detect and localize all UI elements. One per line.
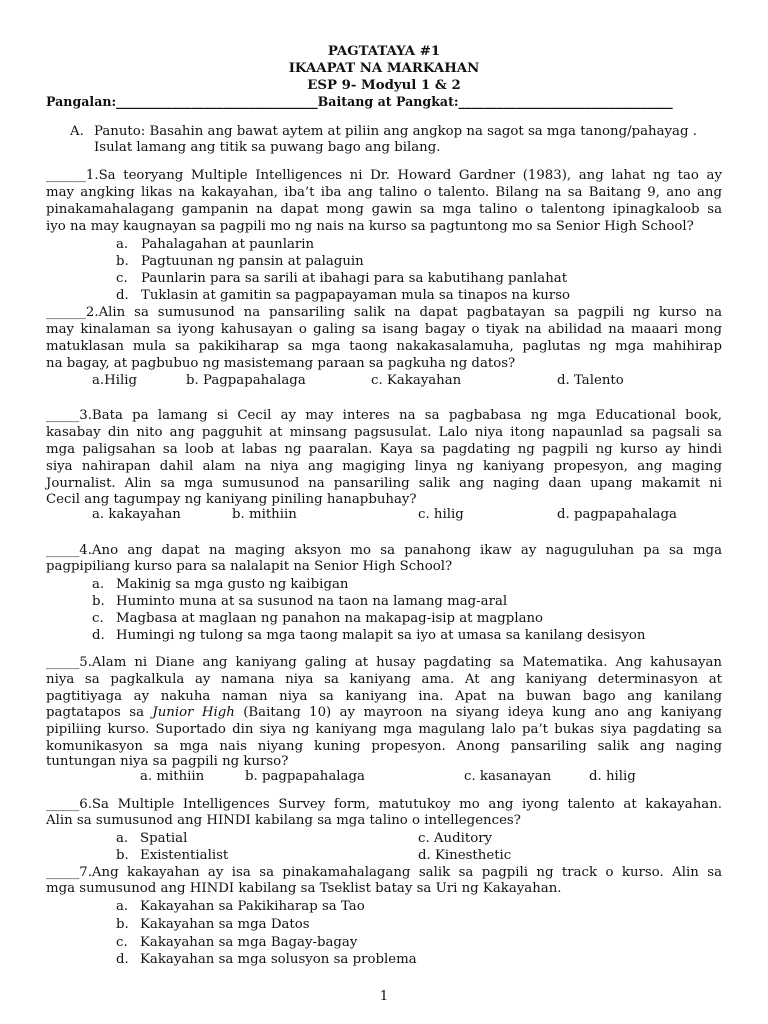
q4-choice-b: Huminto muna at sa susunod na taon na lamang mag-aral (116, 594, 508, 609)
q6-choice-d-letter: d. (418, 848, 431, 863)
q6-line-2: Alin sa sumusunod ang HINDI kabilang sa mga talino o intellegences? (46, 813, 521, 828)
q4-line-2: pagpipiliang kurso para sa nalalapit na Senior High School? (46, 559, 453, 574)
q1-line-3: pinakamahalagang gampanin na dapat mong gawin sa mga talino o talentong ipinagkaloob sa (46, 202, 722, 217)
name-section-field: Pangalan:________________________________Baitang at Pangkat:__________________________________ (46, 94, 673, 109)
q7-choice-c-letter: c. (116, 935, 128, 950)
q7-choice-d: Kakayahan sa mga solusyon sa problema (140, 952, 417, 967)
q1-line-4: iyo na may kaugnayan sa pagpili mo ng nais na kurso sa pagtuntong mo sa Senior High School? (46, 219, 694, 234)
q5-line-1: _____5.Alam ni Diane ang kaniyang galing at husay pagdating sa Matematika. Ang kahusayan (46, 655, 722, 670)
q5-line-4 (46, 704, 722, 721)
q1-line-1: ______1.Sa teoryang Multiple Intelligences ni Dr. Howard Gardner (1983), ang lahat ng tao ay (46, 168, 722, 183)
q4-choice-a: Makinig sa mga gusto ng kaibigan (116, 577, 349, 592)
q1-choice-b: Pagtuunan ng pansin at palaguin (141, 254, 364, 269)
quarter-title: IKAAPAT NA MARKAHAN (288, 61, 480, 76)
q3-choice-b: b. mithiin (232, 507, 297, 522)
q6-choice-c-text: Auditory (433, 831, 493, 846)
q5-line-6: komunikasyon sa mga nais niyang kuning propesyon. Anong pansariling salik ang naging (46, 739, 722, 754)
instructions-letter: A. (70, 124, 84, 139)
q7-line-2: mga sumusunod ang HINDI kabilang sa Tseklist batay sa Uri ng Kakayahan. (46, 881, 562, 896)
q3-line-1: _____3.Bata pa lamang si Cecil ay may interes na sa pagbabasa ng mga Educational book, (46, 408, 722, 423)
q5-choice-a: a. mithiin (140, 769, 205, 784)
q5-line-2: niya sa pagkalkula ay namana niya sa kaniyang ama. At ang kaniyang determinasyon at (46, 672, 722, 687)
q3-line-5: Journalist. Alin sa mga sumusunod na pansariling salik ang naging daan upang makamit ni (46, 476, 722, 491)
q5-junior-high-term: Junior High (152, 705, 235, 720)
q6-choice-b: Existentialist (140, 848, 229, 863)
q4-choice-b-letter: b. (92, 594, 105, 609)
q7-choice-a-letter: a. (116, 899, 129, 914)
q7-choice-b-letter: b. (116, 917, 129, 932)
q2-line-2: may kinalaman sa iyong kahusayan o galing sa isang bagay o tiyak na abilidad na maaari mong (46, 322, 722, 337)
q4-choice-d: Humingi ng tulong sa mga taong malapit sa iyo at umasa sa kanilang desisyon (116, 628, 646, 643)
q5-choice-b: b. pagpapahalaga (245, 769, 365, 784)
q1-choice-a-letter: a. (116, 237, 129, 252)
q2-choice-b: b. Pagpapahalaga (186, 373, 306, 388)
instructions-line-2: Isulat lamang ang titik sa puwang bago ang bilang. (94, 140, 441, 155)
q4-line-1: _____4.Ano ang dapat na maging aksyon mo sa panahong ikaw ay naguguluhan pa sa mga (46, 543, 722, 558)
q4-choice-c-letter: c. (92, 611, 104, 626)
q3-line-4: siya nahirapan dahil alam na niya ang magiging linya ng kaniyang propesyon, ang maging (46, 459, 722, 474)
q5-line-3: pagtitiyaga ay nakuha naman niya sa kaniyang ina. Apat na buwan bago ang kanilang (46, 689, 722, 704)
q6-choice-c-letter: c. (418, 831, 430, 846)
q4-choice-a-letter: a. (92, 577, 105, 592)
q1-choice-d: Tuklasin at gamitin sa pagpapayaman mula sa tinapos na kurso (141, 288, 571, 303)
q5-line-5: pipiliing kurso. Suportado din siya ng kaniyang mga magulang lalo pa’t bukas siya pagdating sa (46, 722, 722, 737)
q1-line-2: may angking likas na kakayahan, iba’t iba ang talino o talento. Bilang na sa Baitang 9, ano ang (46, 185, 722, 200)
page-number: 1 (379, 989, 389, 1004)
q5-line-7: tuntungan niya sa pagpili ng kurso? (46, 754, 289, 769)
q1-choice-b-letter: b. (116, 254, 129, 269)
q6-choice-a-letter: a. (116, 831, 129, 846)
q1-choice-d-letter: d. (116, 288, 129, 303)
q2-choice-c: c. Kakayahan (371, 373, 462, 388)
q5-choice-d: d. hilig (589, 769, 636, 784)
q1-choice-a: Pahalagahan at paunlarin (141, 237, 315, 252)
q4-choice-d-letter: d. (92, 628, 105, 643)
q5-line-4-start: pagtatapos sa (46, 705, 153, 720)
q6-choice-a: Spatial (140, 831, 188, 846)
q3-choice-c: c. hilig (418, 507, 464, 522)
q7-choice-b: Kakayahan sa mga Datos (140, 917, 310, 932)
q7-choice-a: Kakayahan sa Pakikiharap sa Tao (140, 899, 365, 914)
q6-choice-b-letter: b. (116, 848, 129, 863)
q2-line-4: na bagay, at pagbubuo ng masistemang paraan sa pagkuha ng datos? (46, 356, 516, 371)
q6-line-1: _____6.Sa Multiple Intelligences Survey form, matutukoy mo ang iyong talento at kakayahan. (46, 797, 722, 812)
q1-choice-c: Paunlarin para sa sarili at ibahagi para sa kabutihang panlahat (141, 271, 568, 286)
q6-choice-d (418, 847, 511, 864)
q4-choice-c: Magbasa at maglaan ng panahon na makapag-isip at magplano (116, 611, 544, 626)
q3-line-3: mga paligsahan sa loob at labas ng paaralan. Kaya sa pagdating ng pagpili ng kurso ay hindi (46, 442, 722, 457)
q5-line-4-end: (Baitang 10) ay mayroon na siyang ideya kung ano ang kaniyang (234, 705, 722, 720)
q3-line-6: Cecil ang tagumpay ng kaniyang piniling hanapbuhay? (46, 492, 417, 507)
q2-choice-d: d. Talento (557, 373, 624, 388)
instructions-line-1: Panuto: Basahin ang bawat aytem at piliin ang angkop na sagot sa mga tanong/pahayag . (94, 124, 697, 139)
q2-line-3: matuklasan mula sa pakikiharap sa mga taong nakakasalamuha, paglutas ng mga mahihirap (46, 339, 722, 354)
q7-line-1: _____7.Ang kakayahan ay isa sa pinakamahalagang salik sa pagpili ng track o kurso. Alin sa (46, 865, 722, 880)
q5-choice-c: c. kasanayan (464, 769, 552, 784)
quiz-title: PAGTATAYA #1 (327, 44, 441, 59)
q3-choice-a: a. kakayahan (92, 507, 181, 522)
q2-line-1: ______2.Alin sa sumusunod na pansariling salik na dapat pagbatayan sa pagpili ng kurso na (46, 305, 722, 320)
q7-choice-d-letter: d. (116, 952, 129, 967)
q1-choice-c-letter: c. (116, 271, 128, 286)
q7-choice-c: Kakayahan sa mga Bagay-bagay (140, 935, 358, 950)
q2-choice-a: a.Hilig (92, 373, 138, 388)
q6-choice-c (418, 830, 492, 847)
q3-choice-d: d. pagpapahalaga (557, 507, 677, 522)
module-title: ESP 9- Modyul 1 & 2 (307, 78, 461, 93)
q3-line-2: kasabay din nito ang pagguhit at minsang pagsusulat. Lalo niya itong napaunlad sa pagsali sa (46, 425, 722, 440)
q6-choice-d-text: Kinesthetic (434, 848, 512, 863)
